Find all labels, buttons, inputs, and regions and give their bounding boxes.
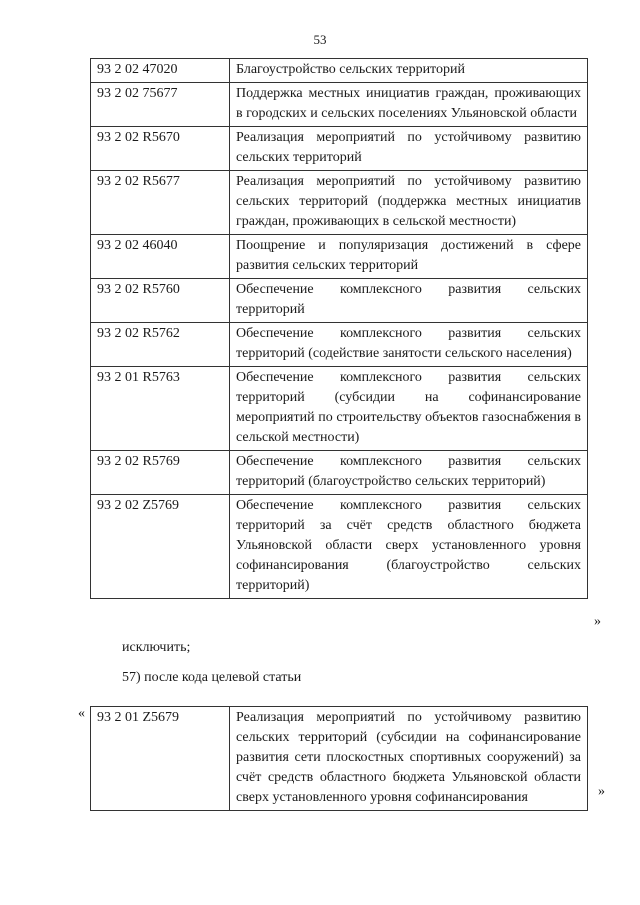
target-article-description: Реализация мероприятий по устойчивому развитию сельских территорий	[230, 127, 588, 171]
target-article-code: 93 2 01 Z5679	[91, 707, 230, 811]
table-row	[91, 59, 588, 83]
budget-code-table	[90, 58, 588, 599]
target-article-code: 93 2 02 75677	[91, 83, 230, 127]
target-article-code: 93 2 02 47020	[91, 59, 230, 83]
target-article-code: 93 2 01 R5763	[91, 367, 230, 451]
page-number: 53	[313, 32, 327, 47]
table-row	[91, 451, 588, 495]
target-article-description: Обеспечение комплексного развития сельских территорий (содействие занятости сельского населения)	[230, 323, 588, 367]
target-article-description: Обеспечение комплексного развития сельских территорий (субсидии на софинансирование мероприятий по строительству объектов газоснабжения в сельской местности)	[230, 367, 588, 451]
target-article-description: Реализация мероприятий по устойчивому развитию сельских территорий (субсидии на софинансирование развития сети плоскостных спортивных сооружений) за счёт средств областного бюджета Ульяновской области сверх установленного уровня софинансирования	[230, 707, 588, 811]
target-article-description: Реализация мероприятий по устойчивому развитию сельских территорий (поддержка местных инициатив граждан, проживающих в сельской местности)	[230, 171, 588, 235]
target-article-code: 93 2 02 R5762	[91, 323, 230, 367]
table-row	[91, 171, 588, 235]
target-article-description: Обеспечение комплексного развития сельских территорий (благоустройство сельских территорий)	[230, 451, 588, 495]
target-article-description: Поддержка местных инициатив граждан, проживающих в городских и сельских поселениях Ульяновской области	[230, 83, 588, 127]
target-article-code: 93 2 02 Z5769	[91, 495, 230, 599]
target-article-code: 93 2 02 R5760	[91, 279, 230, 323]
target-article-code: 93 2 02 R5769	[91, 451, 230, 495]
target-article-code: 93 2 02 R5677	[91, 171, 230, 235]
table-row	[91, 707, 588, 811]
closing-quote-mark-2: »	[598, 784, 605, 799]
exclude-instruction: исключить;	[122, 640, 191, 655]
target-article-description: Обеспечение комплексного развития сельских территорий	[230, 279, 588, 323]
table-row	[91, 279, 588, 323]
item-57-instruction: 57) после кода целевой статьи	[122, 670, 302, 685]
target-article-description: Благоустройство сельских территорий	[230, 59, 588, 83]
table-row	[91, 127, 588, 171]
target-article-code: 93 2 02 46040	[91, 235, 230, 279]
table-row	[91, 367, 588, 451]
target-article-description: Поощрение и популяризация достижений в сфере развития сельских территорий	[230, 235, 588, 279]
opening-quote-mark: «	[78, 706, 85, 721]
closing-quote-mark: »	[594, 614, 601, 629]
added-code-table	[90, 706, 588, 811]
table-row	[91, 235, 588, 279]
target-article-code: 93 2 02 R5670	[91, 127, 230, 171]
table-row	[91, 495, 588, 599]
table-row	[91, 83, 588, 127]
target-article-description: Обеспечение комплексного развития сельских территорий за счёт средств областного бюджета Ульяновской области сверх установленного уровня софинансирования (благоустройство сельских территорий)	[230, 495, 588, 599]
table-row	[91, 323, 588, 367]
